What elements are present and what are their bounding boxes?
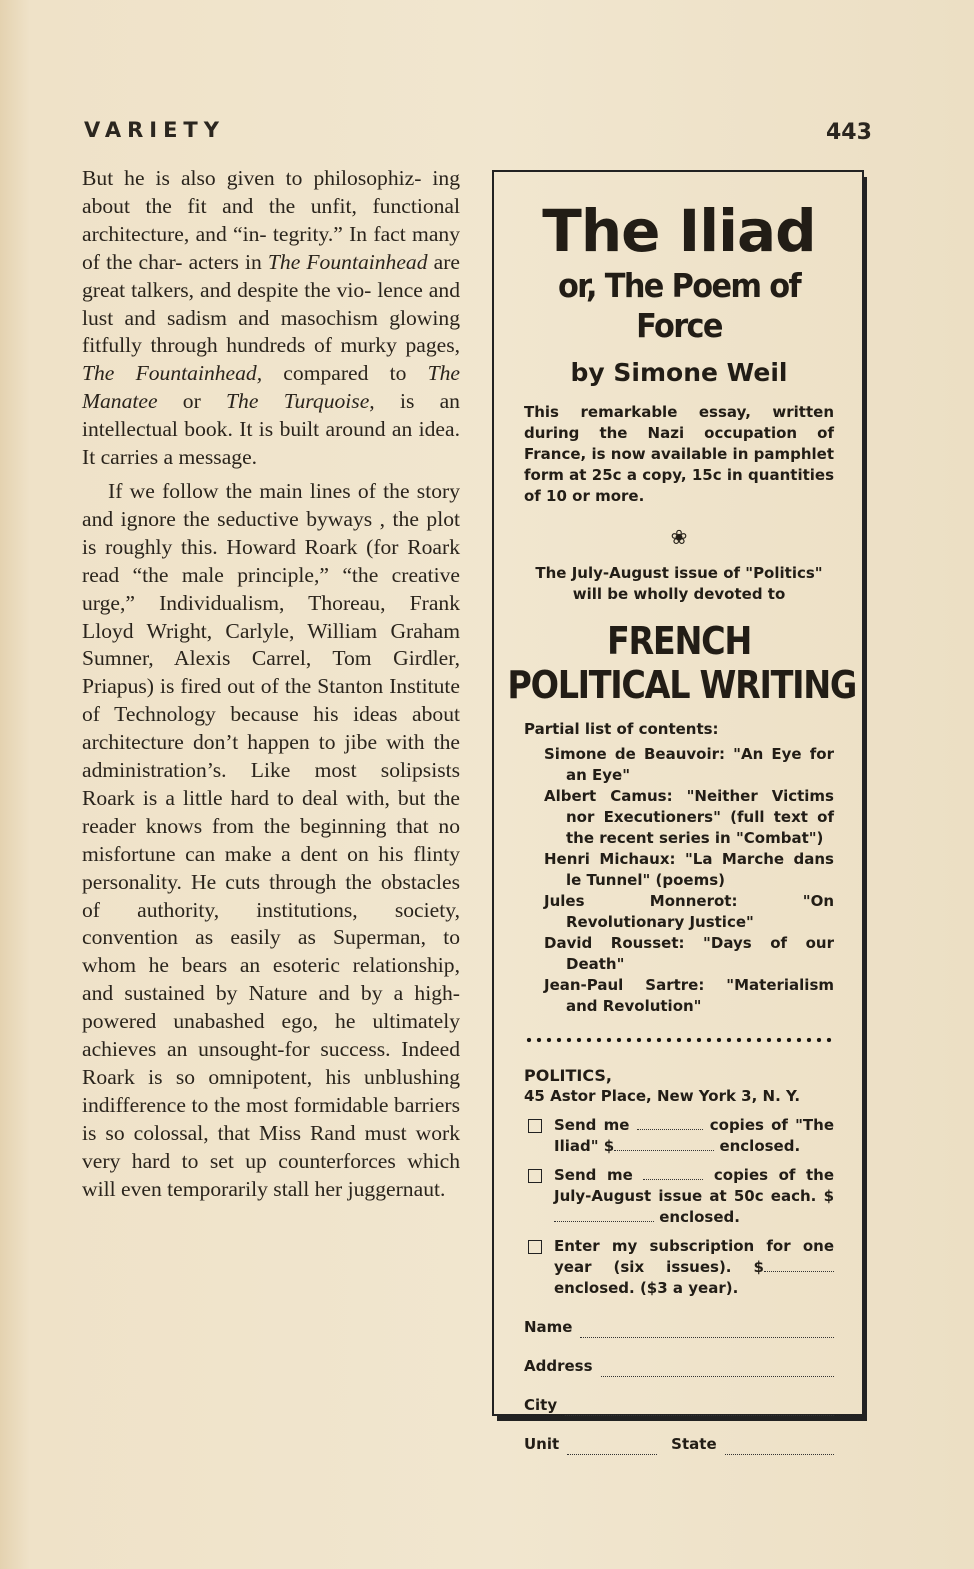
name-field[interactable]: Name <box>524 1317 834 1338</box>
list-item: Jean-Paul Sartre: "Materialism and Revolution" <box>544 976 834 1015</box>
flower-ornament-icon: ❀ <box>670 525 688 549</box>
ad-subtitle: or, The Poem of Force <box>557 266 801 345</box>
contents-list <box>544 744 834 1017</box>
article-paragraph-2: If we follow the main lines of the story and ignore the seductive byways , the plot is roughly this. Howard Roark (for Roark read “the male principle,” “the creative urge,” Individualism, Thoreau, Frank Lloyd Wright, Carlyle, William Graham Sumner, Alexis Carrel, Tom Girdler, Priapus) is fired out of the Stanton Institute of Technology because his ideas about architecture don’t happen to jibe with the administration’s. Like most solipsists Roark is a little hard to deal with, but the reader knows from the beginning that no misfortune can make a dent on his flinty personality. He cuts through the obstacles of authority, institutions, society, convention as easily as Superman, to whom he bears an esoteric relationship, and sustained by Nature and by a high-powered unabashed ego, he ultimately achieves an unsought-for success. Indeed Roark is so omnipotent, his unblushing indifference to the most formidable barriers is so colossal, that Miss Rand must work very hard to set up counterforces which will even temporarily stall her juggernaut. <box>82 478 460 1201</box>
unit-state-field[interactable]: Unit State <box>524 1434 834 1455</box>
list-item: Jules Monnerot: "On Revolutionary Justice" <box>544 892 834 931</box>
july-issue-line: The July-August issue of "Politics" will be wholly devoted to <box>535 564 823 603</box>
ad-title: The Iliad <box>542 197 816 265</box>
order-iliad-checkbox[interactable] <box>528 1119 542 1133</box>
order-subscription-checkbox[interactable] <box>528 1240 542 1254</box>
address-field[interactable]: Address <box>524 1356 834 1377</box>
order-option-iliad: Send me copies of "The Iliad" $ enclosed. <box>524 1115 834 1157</box>
running-head: VARIETY <box>84 118 225 142</box>
list-item: David Rousset: "Days of our Death" <box>544 934 834 973</box>
ad-author: by Simone Weil <box>570 358 788 387</box>
order-option-subscription: Enter my subscription for one year (six issues). $ enclosed. ($3 a year). <box>524 1236 834 1299</box>
feature-heading: FRENCH POLITICAL WRITING <box>507 619 857 707</box>
city-field[interactable]: City <box>524 1395 834 1416</box>
list-item: Albert Camus: "Neither Victims nor Executioners" (full text of the recent series in "Combat") <box>544 787 834 847</box>
dotted-divider <box>524 1037 834 1043</box>
article-column <box>82 165 460 1204</box>
order-address: POLITICS, 45 Astor Place, New York 3, N. Y. <box>524 1066 801 1105</box>
order-option-issue: Send me copies of the July-August issue at 50c each. $ enclosed. <box>524 1165 834 1228</box>
page-number: 443 <box>826 120 872 145</box>
list-item: Henri Michaux: "La Marche dans le Tunnel" (poems) <box>544 850 834 889</box>
contents-heading: Partial list of contents: <box>524 720 719 738</box>
article-paragraph-1: But he is also given to philosophiz- ing about the fit and the unfit, functional architecture, and “in- tegrity.” In fact many of the char- acters in The Fountainhead are great talkers, and despite the vio- lence and lust and sadism and masochism glowing fitfully through hundreds of murky pages, The Fountainhead, compared to The Manatee or The Turquoise, is an intellectual book. It is built around an idea. It carries a message. <box>82 166 461 470</box>
list-item: Simone de Beauvoir: "An Eye for an Eye" <box>544 745 834 784</box>
politics-advertisement <box>492 170 864 1453</box>
order-issue-checkbox[interactable] <box>528 1169 542 1183</box>
ad-blurb: This remarkable essay, written during the Nazi occupation of France, is now available in pamphlet form at 25c a copy, 15c in quantities of 10 or more. <box>524 403 834 505</box>
